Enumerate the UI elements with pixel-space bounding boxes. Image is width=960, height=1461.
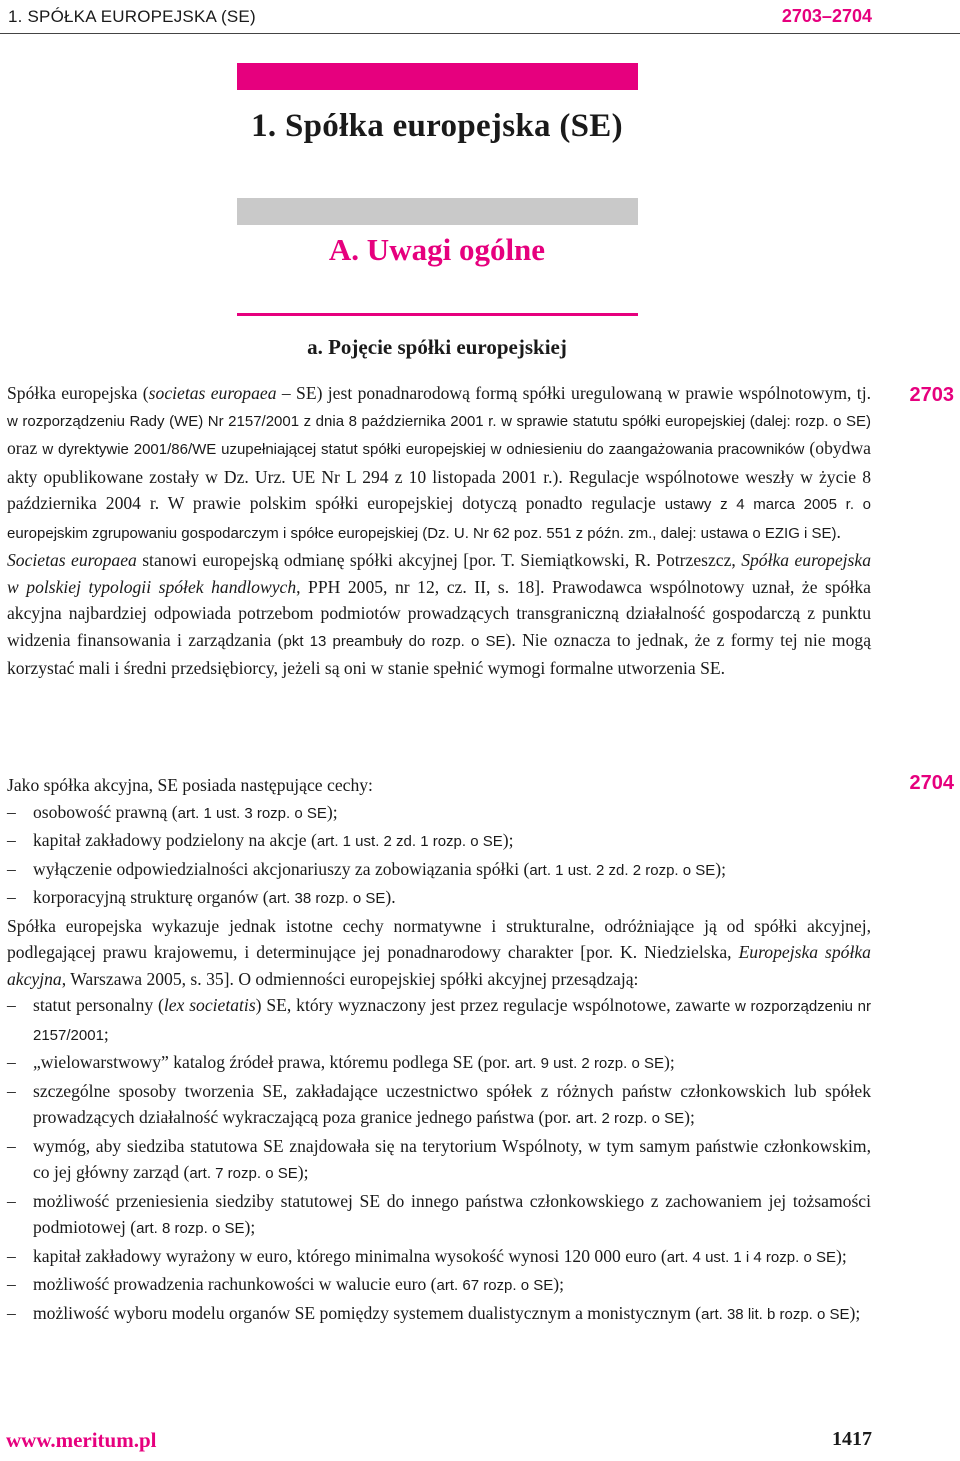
header-rule xyxy=(0,33,960,34)
features-intro: Jako spółka akcyjna, SE posiada następujące cechy: xyxy=(7,775,373,795)
definition-paragraph: Spółka europejska (societas europaea – SE) jest ponadnarodową formą spółki uregulowaną w prawie wspólnotowym, tj. w rozporządzeniu Rady (WE) Nr 2157/2001 z dnia 8 października 2001 r. w sprawie statutu spółki europejskiej (dalej: rozp. o SE) oraz w dyrektywie 2001/86/WE uzupełniającej statut spółki europejskiej w odniesieniu do zaangażowania pracowników (obydwa akty opublikowane zostały w Dz. Urz. UE Nr L 294 z 10 listopada 2001 r.). Regulacje wspólnotowe weszły w życie 8 października 2004 r. W prawie polskim spółki europejskiej dotyczą ponadto regulacje ustawy z 4 marca 2005 r. o europejskim zgrupowaniu gospodarczym i spółce europejskiej (Dz. U. Nr 62 poz. 551 z późn. zm., dalej: ustawa o EZIG i SE). xyxy=(7,383,872,542)
list-item: – korporacyjną strukturę organów (art. 38 rozp. o SE). xyxy=(7,884,871,913)
publisher-link[interactable]: www.meritum.pl xyxy=(6,1428,157,1452)
list-item: – możliwość prowadzenia rachunkowości w walucie euro (art. 67 rozp. o SE); xyxy=(7,1271,871,1300)
chapter-running-title: 1. SPÓŁKA EUROPEJSKA (SE) xyxy=(8,7,256,26)
list-item: – kapitał zakładowy podzielony na akcje (art. 1 ust. 2 zd. 1 rozp. o SE); xyxy=(7,827,871,856)
list-item: – osobowość prawną (art. 1 ust. 3 rozp. o SE); xyxy=(7,799,871,828)
list-item: – kapitał zakładowy wyrażony w euro, którego minimalna wysokość wynosi 120 000 euro (art. 4 ust. 1 i 4 rozp. o SE); xyxy=(7,1243,871,1272)
societas-europaea-paragraph: Societas europaea stanowi europejską odmianę spółki akcyjnej [por. T. Siemiątkowski, R. Potrzeszcz, Spółka europejska w polskiej typologii spółek handlowych, PPH 2005, nr 12, cz. II, s. 18]. Prawodawca wspólnotowy uznał, że spółka akcyjna najbardziej odpowiada potrzebom podmiotów prowadzących transgraniczną działalność gospodarczą z punktu widzenia finansowania i zarządzania (pkt 13 preambuły do rozp. o SE). Nie oznacza to jednak, że z formy tej nie mogą korzystać mali i średni przedsiębiorcy, jeżeli są oni w stanie spełnić wymogi formalne utworzenia SE. xyxy=(7,550,872,678)
list-item: – wyłączenie odpowiedzialności akcjonariuszy za zobowiązania spółki (art. 1 ust. 2 zd. 2 rozp. o SE); xyxy=(7,856,871,885)
differences-list xyxy=(7,992,871,1328)
features-list xyxy=(7,799,871,913)
list-item: – możliwość wyboru modelu organów SE pomiędzy systemem dualistycznym a monistycznym (art. 38 lit. b rozp. o SE); xyxy=(7,1300,871,1329)
margin-number-2704: 2704 xyxy=(909,772,954,794)
list-item: – szczególne sposoby tworzenia SE, zakładające uczestnictwo spółek z różnych państw członkowskich lub spółek prowadzących działalność wykraczającą poza granice jednego państwa (por. art. 2 rozp. o SE); xyxy=(7,1078,871,1133)
paragraph-2704 xyxy=(7,772,871,1328)
page-number: 1417 xyxy=(832,1428,872,1450)
margin-number-2703: 2703 xyxy=(909,384,954,406)
subsection-title: a. Pojęcie spółki europejskiej xyxy=(307,335,567,359)
subsection-rule xyxy=(237,313,638,316)
list-item: – „wielowarstwowy” katalog źródeł prawa, któremu podlega SE (por. art. 9 ust. 2 rozp. o SE); xyxy=(7,1049,871,1078)
list-item: – możliwość przeniesienia siedziby statutowej SE do innego państwa członkowskiego z zachowaniem jej tożsamości podmiotowej (art. 8 rozp. o SE); xyxy=(7,1188,871,1243)
differences-intro: Spółka europejska wykazuje jednak istotne cechy normatywne i strukturalne, odróżniające ją od spółki akcyjnej, podlegającej prawu krajowemu, i determinujące jej ponadnarodowy charakter [por. K. Niedzielska, Europejska spółka akcyjna, Warszawa 2005, s. 35]. O odmienności europejskiej spółki akcyjnej przesądzają: xyxy=(7,915,871,989)
list-item: – wymóg, aby siedziba statutowa SE znajdowała się na terytorium Wspólnoty, w tym samym państwie członkowskim, co jej główny zarząd (art. 7 rozp. o SE); xyxy=(7,1133,871,1188)
section-title: A. Uwagi ogólne xyxy=(328,232,546,267)
margin-range: 2703–2704 xyxy=(781,6,872,26)
section-bar xyxy=(237,198,638,225)
title-bar xyxy=(237,63,638,90)
list-item: – statut personalny (lex societatis) SE, który wyznaczony jest przez regulacje wspólnotowe, zawarte w rozporządzeniu nr 2157/2001; xyxy=(7,992,871,1049)
running-head xyxy=(0,0,960,34)
chapter-title: 1. Spółka europejska (SE) xyxy=(251,108,623,144)
paragraph-2703 xyxy=(7,380,871,682)
